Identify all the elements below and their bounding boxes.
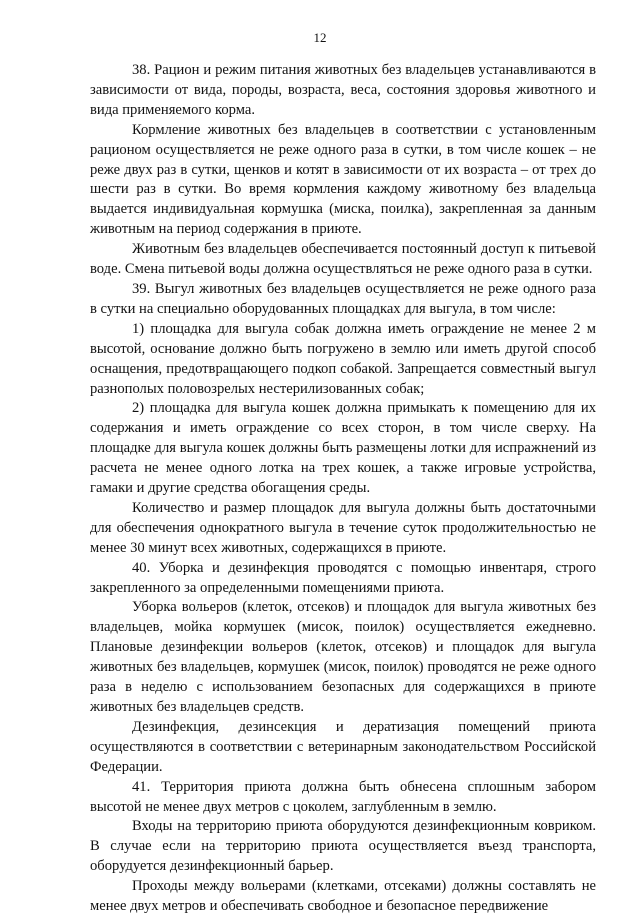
paragraph-41-territory: 41. Территория приюта должна быть обнесена сплошным забором высотой не менее двух метров с цоколем, заглубленным в землю. (90, 778, 596, 815)
paragraph-39-walking: 39. Выгул животных без владельцев осуществляется не реже одного раза в сутки на специально оборудованных площадках для выгула, в том числе: (90, 280, 596, 317)
paragraph-area-count: Количество и размер площадок для выгула должны быть достаточными для обеспечения однократного выгула в течение суток продолжительностью не менее 30 минут всех животных, содержащихся в приюте. (90, 499, 596, 556)
paragraph-cat-area: 2) площадка для выгула кошек должна примыкать к помещению для их содержания и иметь ограждение со всех сторон, в том числе сверху. На площадке для выгула кошек должны быть размещены лотки для испражнений из расчета не менее одного лотка на трех кошек, а также игровые устройства, гамаки и другие средства обогащения среды. (90, 400, 596, 497)
paragraph-water: Животным без владельцев обеспечивается постоянный доступ к питьевой воде. Смена питьевой воды должна осуществляться не реже одного раза в сутки. (90, 241, 596, 278)
page-number: 12 (313, 30, 327, 45)
paragraph-enclosure-cleaning: Уборка вольеров (клеток, отсеков) и площадок для выгула животных без владельцев, мойка кормушек (мисок, поилок) осуществляется ежедневно. Плановые дезинфекции вольеров (клеток, отсеков) и площадок для выгула животных без владельцев, кормушек (мисок, поилок) проводятся не реже одного раза в неделю с использованием безопасных для содержащихся в приюте животных без владельцев средств. (90, 599, 596, 715)
paragraph-38-diet: 38. Рацион и режим питания животных без владельцев устанавливаются в зависимости от вида, породы, возраста, веса, состояния здоровья животного и вида применяемого корма. (90, 62, 596, 118)
paragraph-dog-area: 1) площадка для выгула собак должна иметь ограждение не менее 2 м высотой, основание должно быть погружено в землю или иметь другой способ оснащения, предотвращающего подкоп собакой. Запрещается совместный выгул разнополых половозрелых нестерилизованных собак; (90, 320, 596, 397)
paragraph-passages: Проходы между вольерами (клетками, отсеками) должны составлять не менее двух метров и обеспечивать свободное и безопасное передвижение (90, 878, 596, 915)
paragraph-feeding: Кормление животных без владельцев в соответствии с установленным рационом осуществляется не реже одного раза в сутки, в том числе кошек – не реже двух раз в сутки, щенков и котят в зависимости от их возраста – от трех до шести раз в сутки. Во время кормления каждому животному без владельца выдается индивидуальная кормушка (миска, поилка), закрепленная за данным животным на период содержания в приюте. (90, 121, 596, 238)
paragraph-40-cleaning: 40. Уборка и дезинфекция проводятся с помощью инвентаря, строго закрепленного за определенными помещениями приюта. (90, 559, 596, 596)
document-body (90, 61, 596, 917)
paragraph-disinfection: Дезинфекция, дезинсекция и дератизация помещений приюта осуществляются в соответствии с ветеринарным законодательством Российской Федерации. (90, 718, 596, 775)
paragraph-entrances: Входы на территорию приюта оборудуются дезинфекционным ковриком. В случае если на территорию приюта осуществляется въезд транспорта, оборудуется дезинфекционный барьер. (90, 818, 596, 875)
